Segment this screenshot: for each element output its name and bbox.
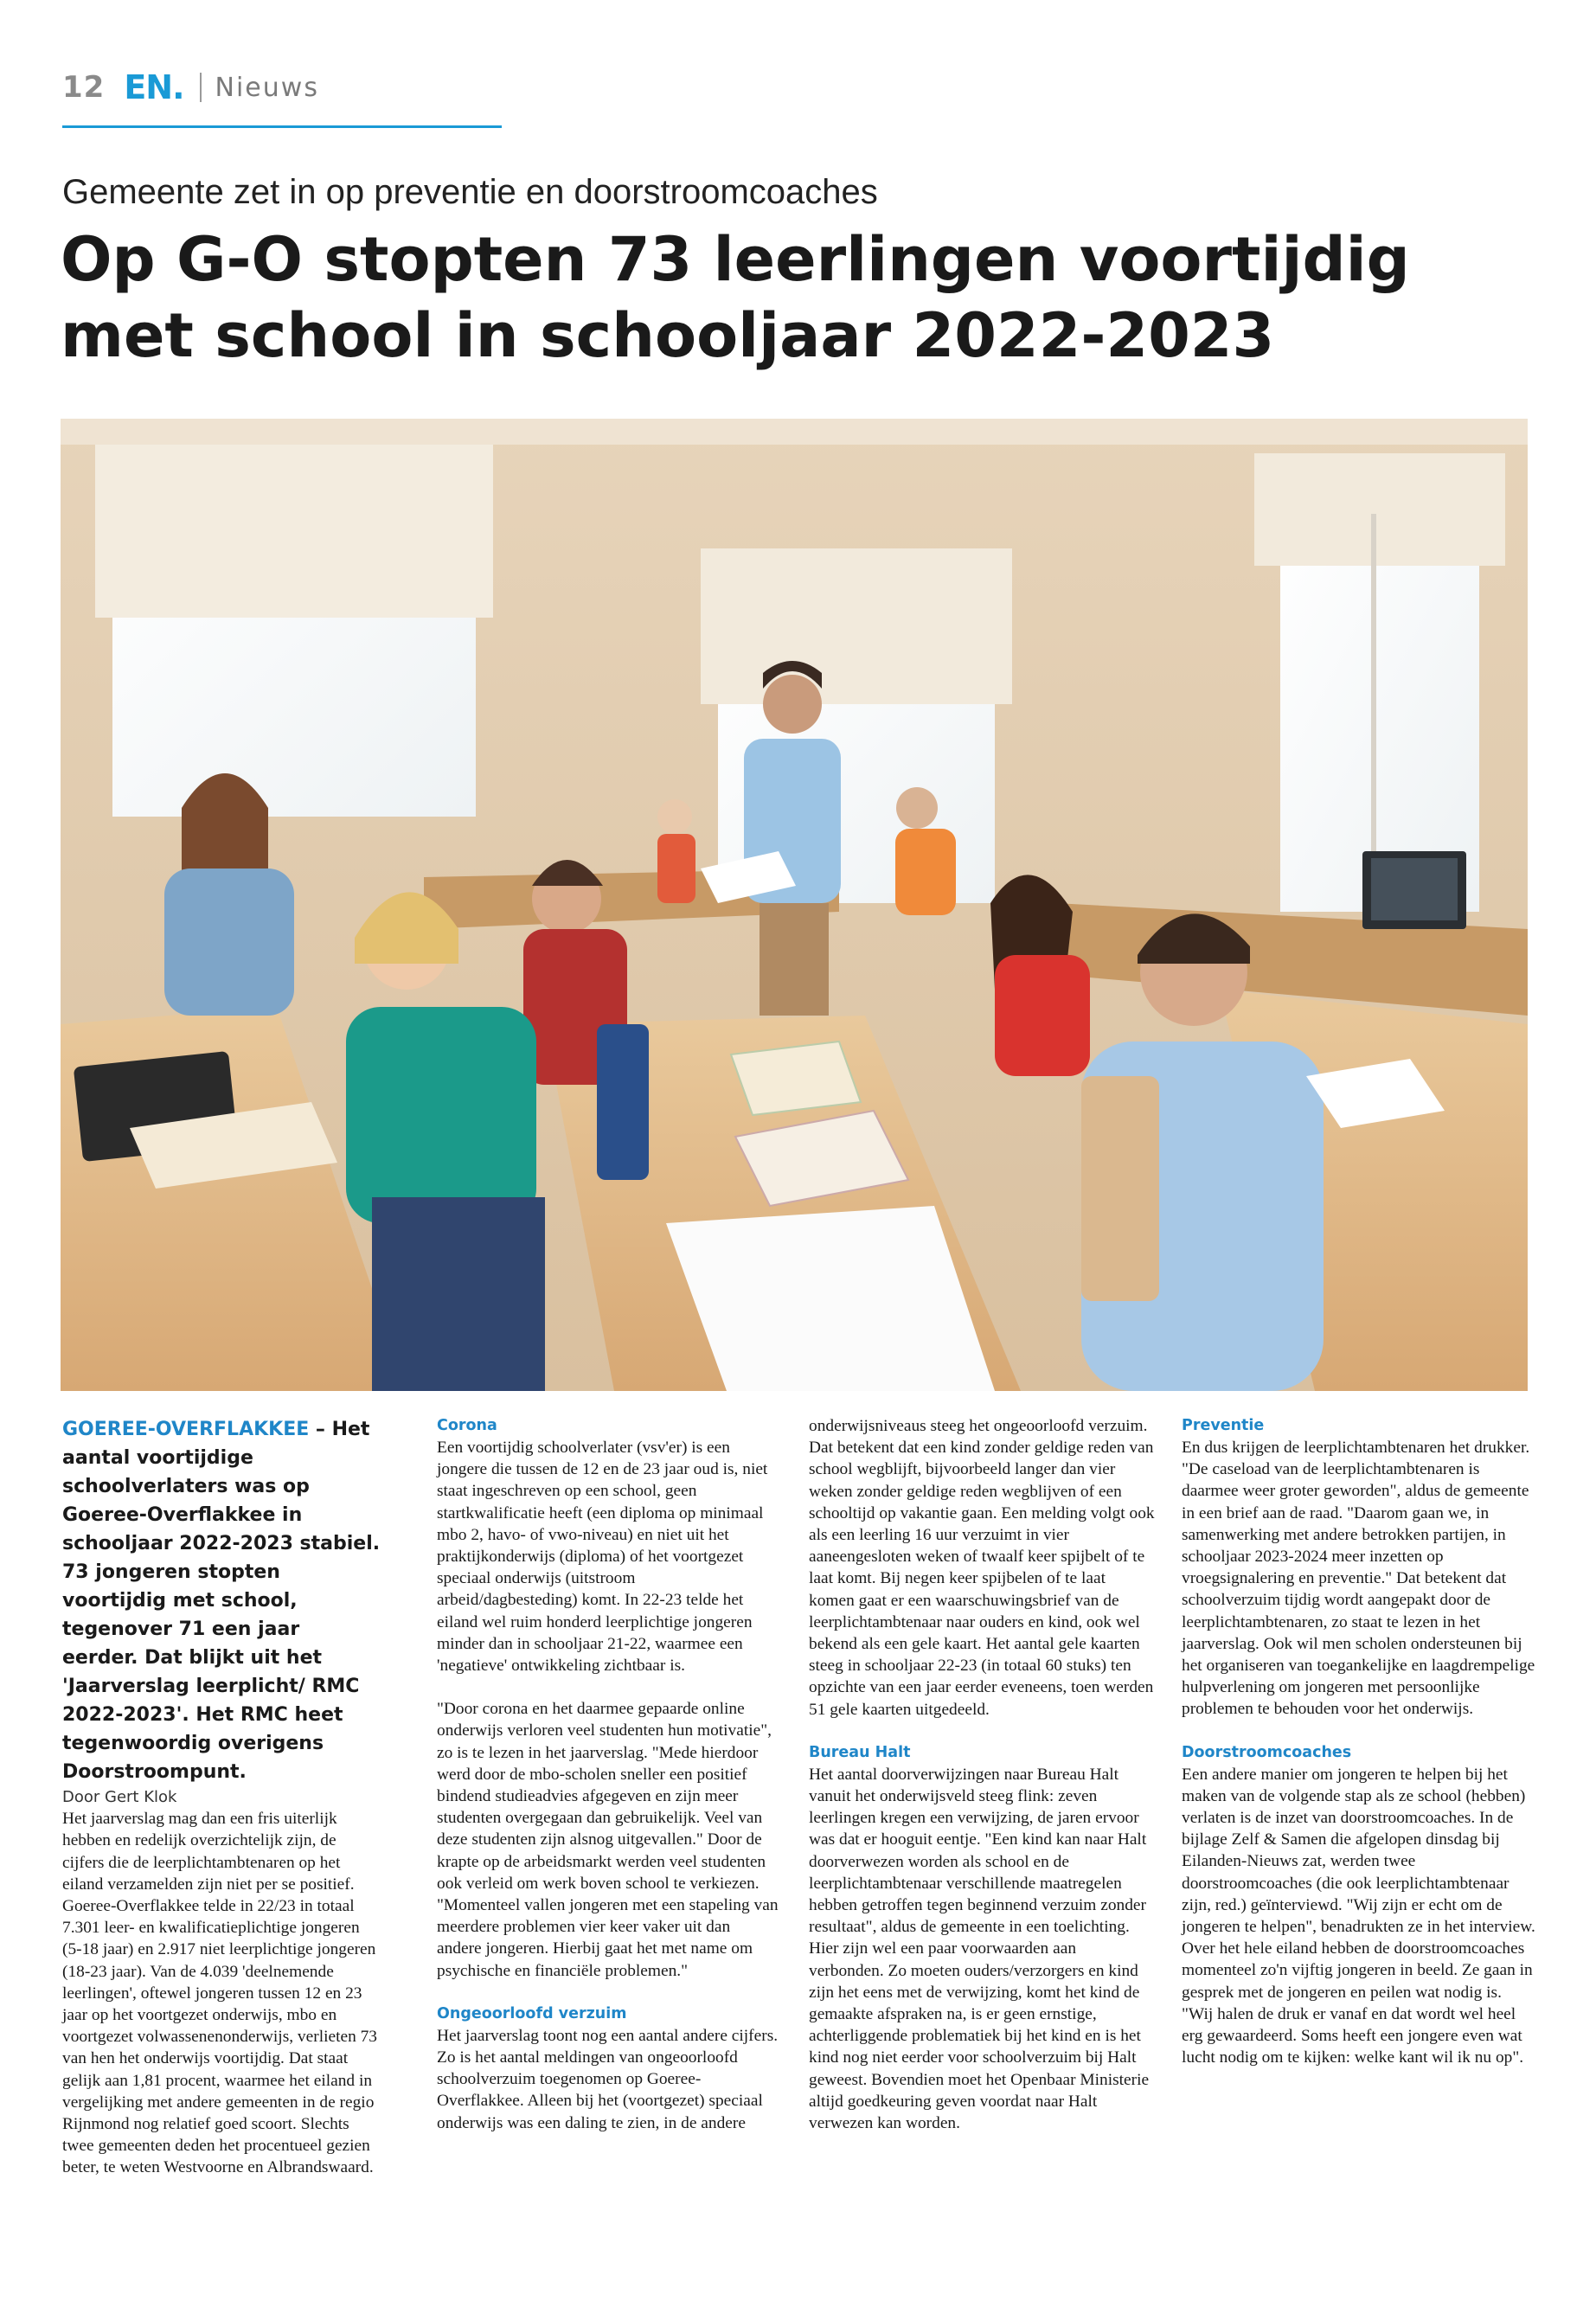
- lede-text: – Het aantal voortijdige schoolverlaters was op Goeree-Overflakkee in schooljaar 2022-2023 stabiel. 73 jongeren stopten voortijdig met school, tegenover 71 een jaar eerder. Dat blijkt uit het 'Jaarverslag leerplicht/ RMC 2022-2023'. Het RMC heet tegenwoordig overigens Doorstroompunt.: [62, 1419, 381, 1783]
- article-headline: Op G-O stopten 73 leerlingen voortijdig met school in schooljaar 2022-2023: [61, 224, 1410, 371]
- body-paragraph: En dus krijgen de leerplichtambtenaren het drukker. "De caseload van de leerplichtambtenaren is daarmee weer groter geworden", aldus de gemeente in een brief aan de raad. "Daarom gaan we, in samenwerking met andere betrokken partijen, in schooljaar 2023-2024 meer inzetten op vroegsignalering en preventie." Dat betekent dat schoolverzuim tijdig wordt aangepakt door de leerplichtambtenaren, zo staat te lezen in het jaarverslag. Ook wil men scholen ondersteunen bij het organiseren van toegankelijke en laagdrempelige hulpverlening om jongeren met persoonlijke problemen te behouden voor het onderwijs.: [1182, 1439, 1535, 1719]
- header-divider: [200, 73, 202, 102]
- subheading-doorstroomcoaches: Doorstroomcoaches: [1182, 1743, 1352, 1761]
- dateline: GOEREE-OVERFLAKKEE: [62, 1419, 310, 1440]
- page-number: 12: [62, 70, 106, 105]
- body-paragraph: "Door corona en het daarmee gepaarde online onderwijs verloren veel studenten hun motivatie", zo is te lezen in het jaarverslag. "Mede hierdoor werd door de mbo-scholen sneller een positief bindend studieadvies afgegeven en zijn meer studenten overgegaan dan gebruikelijk. Veel van deze studenten zijn alsnog uitgevallen." Door de krapte op de arbeidsmarkt werden veel studenten ook verleid om werk boven school te verkiezen. "Momenteel vallen jongeren met een stapeling van meerdere problemen vier keer vaker uit dan andere jongeren. Hierbij gaat het met name om psychische en financiële problemen.": [437, 1700, 779, 1980]
- column-1: [62, 1415, 381, 2179]
- column-3: [809, 1415, 1155, 2134]
- body-paragraph: Het jaarverslag mag dan een fris uiterlijk hebben en redelijk overzichtelijk zijn, de cijfers die de leerplichtambtenaren op het eiland verzamelden zijn niet per se positief. Goeree-Overflakkee telde in 22/23 in totaal 7.301 leer- en kwalificatieplichtige jongeren (5-18 jaar) en 2.917 niet leerplichtige jongeren (18-23 jaar). Van de 4.039 'deelnemende leerlingen', oftewel jongeren tussen 12 en 23 jaar op het voortgezet onderwijs, mbo en voortgezet volwassenenonderwijs, verlieten 73 van hen het onderwijs voortijdig. Dat staat gelijk aan 1,81 procent, waarmee het eiland in vergelijking met andere gemeenten in de regio Rijnmond nog relatief goed scoort. Slechts twee gemeenten deden het procentueel gezien beter, te weten Westvoorne en Albrandswaard.: [62, 1810, 378, 2177]
- subheading-preventie: Preventie: [1182, 1417, 1265, 1434]
- column-2: [437, 1415, 779, 2134]
- subheading-ongeoorloofd-verzuim: Ongeoorloofd verzuim: [437, 2004, 627, 2022]
- article-lede: [62, 1415, 381, 1786]
- classroom-photo: [61, 419, 1528, 1391]
- page-header: [62, 66, 319, 109]
- header-rule: [62, 125, 502, 128]
- column-4: [1182, 1415, 1536, 2068]
- body-paragraph: Het aantal doorverwijzingen naar Bureau Halt vanuit het onderwijsveld steeg flink: zeven leerlingen kregen een verwijzing, de jaren ervoor was dat er hooguit eentje. "Een kind kan naar Halt doorverwezen worden als school en de leerplichtambtenaar verschillende maatregelen hebben getroffen tegen beginnend verzuim zonder resultaat", aldus de gemeente in een toelichting. Hier zijn wel een paar voorwaarden aan verbonden. Zo moeten ouders/verzorgers en kind zijn het eens met de verwijzing, komt het kind de gemaakte afspraken na, is er geen ernstige, achterliggende problematiek bij het kind en is het kind nog niet eerder voor schoolverzuim bij Halt geweest. Bovendien moet het Openbaar Ministerie altijd goedkeuring geven voordat naar Halt verwezen kan worden.: [809, 1765, 1150, 2133]
- subheading-bureau-halt: Bureau Halt: [809, 1743, 911, 1761]
- section-label: Nieuws: [215, 72, 319, 103]
- body-paragraph: onderwijsniveaus steeg het ongeoorloofd verzuim. Dat betekent dat een kind zonder geldige reden van school wegblijft, bijvoorbeeld langer dan vier weken zonder geldige reden wegblijven of een schooltijd op vakantie gaan. Een melding volgt ook als een leerling 16 uur verzuimt in vier aaneengesloten weken of twaalf keer spijbelt of te laat komt. Bij negen keer spijbelen of te laat komen gaat er een waarschuwingsbrief van de leerplichtambtenaar naar ouders en kind, ook wel bekend als een gele kaart. Het aantal gele kaarten steeg in schooljaar 22-23 (in totaal 60 stuks) ten opzichte van een jaar eerder eveneens, toen werden 51 gele kaarten uitgedeeld.: [809, 1417, 1155, 1719]
- article-kicker: Gemeente zet in op preventie en doorstroomcoaches: [62, 173, 878, 211]
- byline: Door Gert Klok: [62, 1788, 177, 1806]
- body-paragraph: Een andere manier om jongeren te helpen bij het maken van de volgende stap als ze school (hebben) verlaten is de inzet van doorstroomcoaches. In de bijlage Zelf & Samen die afgelopen dinsdag bij Eilanden-Nieuws zat, werden twee doorstroomcoaches (die ook leerplichtambtenaar zijn, red.) geïnterviewd. "Wij zijn er echt om de jongeren te helpen", benadrukten ze in het interview. Over het hele eiland hebben de doorstroomcoaches momenteel zo'n vijftig jongeren in beeld. Ze gaan in gesprek met de jongeren en peilen wat nodig is. "Wij halen de druk er vanaf en dat wordt wel heel erg gewaardeerd. Soms heeft een jongere even wat lucht nodig om te kijken: welke kant wil ik nu op".: [1182, 1765, 1535, 2067]
- subheading-corona: Corona: [437, 1417, 497, 1434]
- body-paragraph: Het jaarverslag toont nog een aantal andere cijfers. Zo is het aantal meldingen van ongeoorloofd schoolverzuim toegenomen op Goeree-Overflakkee. Alleen bij het (voortgezet) speciaal onderwijs was een daling te zien, in de andere: [437, 2026, 779, 2132]
- newspaper-logo: EN.: [124, 68, 184, 106]
- body-paragraph: Een voortijdig schoolverlater (vsv'er) is een jongere die tussen de 12 en de 23 jaar oud is, niet staat ingeschreven op een school, geen startkwalificatie heeft (een diploma op minimaal mbo 2, havo- of vwo-niveau) en niet uit het praktijkonderwijs (diploma) of het voortgezet speciaal onderwijs (uitstroom arbeid/dagbesteding) komt. In 22-23 telde het eiland wel ruim honderd leerplichtige jongeren minder dan in schooljaar 21-22, waarmee een 'negatieve' ontwikkeling zichtbaar is.: [437, 1439, 768, 1676]
